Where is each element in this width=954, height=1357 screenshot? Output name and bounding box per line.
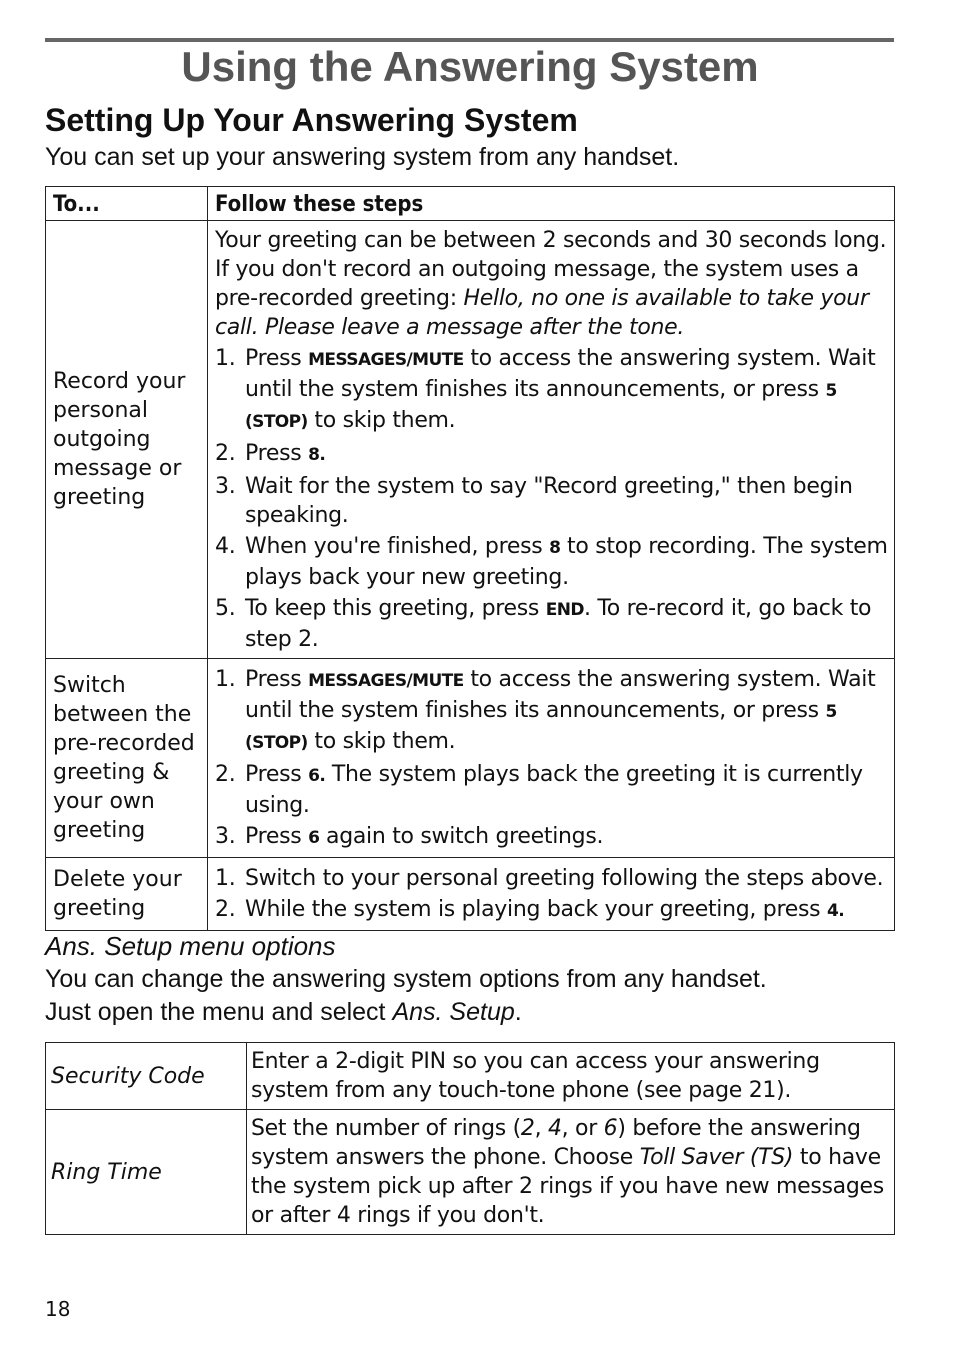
- key-label: END: [545, 600, 584, 620]
- step-text: to stop recording. The system plays back your new greeting.: [245, 534, 888, 590]
- key-label: 4.: [826, 901, 845, 921]
- step-text: Press: [245, 441, 309, 466]
- greeting-intro-text: Your greeting can be between 2 seconds and 30 seconds long. If you don't record an outgoing message, the system uses a pre-recorded greeting:: [215, 228, 887, 311]
- key-label: 6: [308, 828, 320, 848]
- step-text: to access the answering system. Wait until the system finishes its announcements, or press: [245, 346, 876, 402]
- section-heading: Setting Up Your Answering System: [45, 102, 578, 138]
- page-number: 18: [45, 1297, 71, 1321]
- toll-saver-option: Toll Saver (TS): [639, 1145, 794, 1170]
- ring-count: 4: [547, 1116, 562, 1141]
- ring-count: 2: [520, 1116, 535, 1141]
- desc-text: Set the number of rings (: [251, 1116, 521, 1141]
- step-number: 1.: [215, 346, 236, 371]
- desc-text: , or: [561, 1116, 604, 1141]
- key-label: 8.: [308, 445, 326, 465]
- table-row: [46, 1110, 895, 1235]
- step-number: 2.: [215, 441, 236, 466]
- ans-setup-line-1: You can change the answering system options from any handset.: [45, 965, 767, 993]
- step-text: Press: [245, 667, 309, 692]
- step-number: 3.: [215, 824, 236, 849]
- option-description: [247, 1110, 895, 1235]
- default-greeting-text: Hello, no one is available to take your call. Please leave a message after the tone.: [215, 286, 869, 340]
- table-row: [46, 858, 895, 931]
- menu-name: Ans. Setup: [392, 998, 515, 1026]
- page-title: Using the Answering System: [181, 43, 759, 90]
- option-name: Ring Time: [46, 1110, 247, 1235]
- step-item: [215, 532, 890, 592]
- step-number: 5.: [215, 596, 236, 621]
- step-text: Press: [245, 824, 309, 849]
- table-row: [46, 221, 895, 659]
- steps-table-header-row: [46, 187, 895, 221]
- step-item: [215, 665, 890, 758]
- section-intro: You can set up your answering system from any handset.: [45, 143, 680, 171]
- step-text: to skip them.: [307, 729, 456, 754]
- step-item: [215, 472, 890, 530]
- step-number: 3.: [215, 474, 236, 499]
- menu-options-table: [45, 1042, 895, 1235]
- steps-cell: [208, 858, 895, 931]
- header-to: To...: [46, 187, 208, 221]
- line-text: .: [514, 998, 522, 1026]
- task-cell: Switch between the pre-recorded greeting & your own greeting: [46, 659, 208, 858]
- line-text: Just open the menu and select: [45, 998, 393, 1026]
- task-cell: Delete your greeting: [46, 858, 208, 931]
- desc-text: to have the system pick up after 2 rings if you have new messages or after 4 rings if you don't.: [251, 1145, 884, 1228]
- ans-setup-intro: [45, 963, 767, 1029]
- step-text: The system plays back the greeting it is currently using.: [245, 762, 863, 818]
- ans-setup-subheading: Ans. Setup menu options: [45, 931, 336, 961]
- key-label: 5 (STOP): [245, 702, 837, 753]
- key-label: 6.: [308, 766, 326, 786]
- steps-list: [215, 864, 890, 926]
- step-item: [215, 439, 890, 470]
- option-description: Enter a 2-digit PIN so you can access your answering system from any touch-tone phone (see page 21).: [247, 1043, 895, 1110]
- header-follow-steps: Follow these steps: [208, 187, 895, 221]
- key-label: MESSAGES/MUTE: [308, 350, 464, 370]
- steps-cell: [208, 221, 895, 659]
- step-number: 1.: [215, 866, 236, 891]
- step-item: [215, 864, 890, 893]
- task-cell: Record your personal outgoing message or greeting: [46, 221, 208, 659]
- step-item: [215, 760, 890, 820]
- key-label: 5 (STOP): [245, 381, 837, 432]
- steps-cell: [208, 659, 895, 858]
- step-item: [215, 822, 890, 853]
- step-item: [215, 895, 890, 926]
- key-label: MESSAGES/MUTE: [308, 671, 464, 691]
- desc-text: ) before the answering system answers the phone. Choose: [251, 1116, 861, 1170]
- step-text: Press: [245, 762, 309, 787]
- table-row: [46, 659, 895, 858]
- steps-table: [45, 186, 895, 931]
- step-text: to access the answering system. Wait until the system finishes its announcements, or press: [245, 667, 876, 723]
- step-number: 1.: [215, 667, 236, 692]
- table-row: [46, 1043, 895, 1110]
- step-text: When you're finished, press: [245, 534, 550, 559]
- step-text: While the system is playing back your greeting, press: [245, 897, 827, 922]
- step-number: 2.: [215, 897, 236, 922]
- ring-count: 6: [603, 1116, 618, 1141]
- greeting-intro: [215, 226, 890, 342]
- step-text: To keep this greeting, press: [245, 596, 546, 621]
- step-text: again to switch greetings.: [319, 824, 604, 849]
- option-name: Security Code: [46, 1043, 247, 1110]
- step-text: Wait for the system to say "Record greeting," then begin speaking.: [245, 474, 853, 528]
- steps-list: [215, 665, 890, 853]
- step-text: . To re-record it, go back to step 2.: [245, 596, 872, 652]
- step-text: Press: [245, 346, 309, 371]
- step-text: to skip them.: [307, 408, 456, 433]
- step-number: 2.: [215, 762, 236, 787]
- key-label: 8: [549, 538, 561, 558]
- ans-setup-line-2: [45, 996, 767, 1029]
- step-item: [215, 344, 890, 437]
- steps-list: [215, 344, 890, 654]
- step-item: [215, 594, 890, 654]
- step-number: 4.: [215, 534, 236, 559]
- desc-text: ,: [534, 1116, 548, 1141]
- step-text: Switch to your personal greeting following the steps above.: [245, 866, 884, 891]
